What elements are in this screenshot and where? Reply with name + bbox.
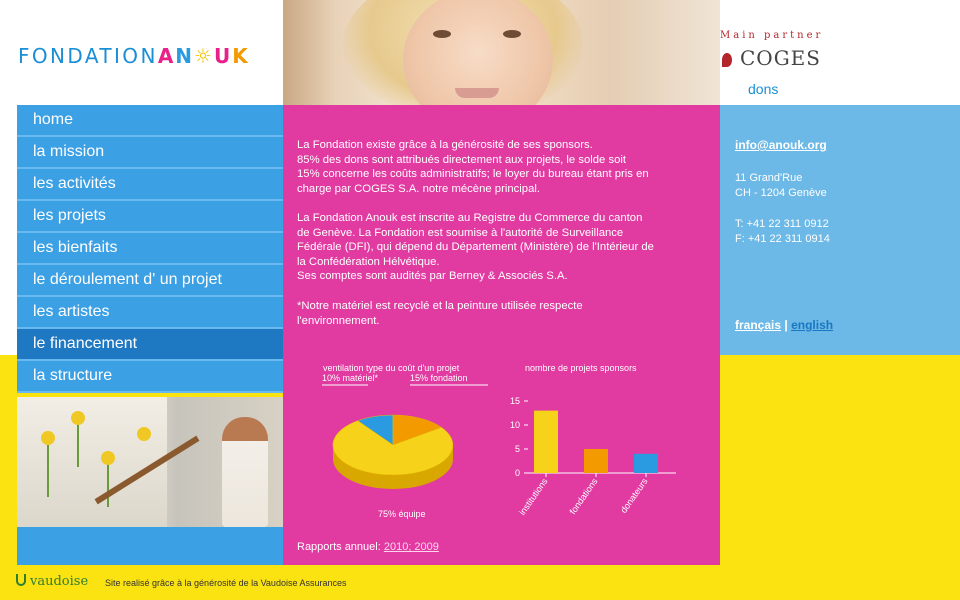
partner-label: Main partner bbox=[720, 30, 824, 41]
registration-paragraph: La Fondation Anouk est inscrite au Registre du Commerce du canton de Genève. La Fondation est soumise à l'autorité de Surveillance Fédérale (DFI), qui dépend du Département (Ministère) de l'Intérieur de la Confédération Hélvétique. Ses comptes sont audités par Berney & Associés S.A. bbox=[297, 212, 654, 283]
footer bbox=[0, 565, 960, 600]
bar-xlabel-donateurs: donateurs bbox=[618, 476, 650, 515]
nav-item-projets[interactable]: les projets bbox=[17, 201, 283, 233]
main-content bbox=[283, 105, 720, 565]
bar-institutions bbox=[534, 411, 558, 473]
main-navigation bbox=[17, 105, 283, 393]
dons-link[interactable]: dons bbox=[748, 81, 779, 97]
logo-letter-n: N bbox=[175, 44, 195, 68]
nav-item-deroulement[interactable]: le déroulement d' un projet bbox=[17, 265, 283, 297]
lang-english[interactable]: english bbox=[791, 318, 834, 332]
nav-item-bienfaits[interactable]: les bienfaits bbox=[17, 233, 283, 265]
nav-item-financement[interactable]: le financement bbox=[17, 329, 283, 361]
funding-paragraph: La Fondation existe grâce à la générosité de ses sponsors. 85% des dons sont attribués directement aux projets, le solde soit 15% concerne les coûts administratifs; le loyer du bureau étant pris en charge par COGES S.A. notre mécène principal. bbox=[297, 139, 649, 195]
nav-item-mission[interactable]: la mission bbox=[17, 137, 283, 169]
reports-label: Rapports annuel: bbox=[297, 541, 381, 553]
nav-item-structure[interactable]: la structure bbox=[17, 361, 283, 393]
lang-separator: | bbox=[784, 318, 788, 332]
footer-credit: Site realisé grâce à la générosité de la Vaudoise Assurances bbox=[105, 578, 347, 588]
logo-text: FONDATION bbox=[18, 44, 158, 68]
logo-letter-k: K bbox=[232, 44, 250, 68]
pie-chart-title: ventilation type du coût d'un projet bbox=[323, 363, 460, 373]
bar-ytick-2: 10 bbox=[509, 420, 520, 430]
logo-letter-a: A bbox=[157, 44, 176, 68]
fondation-anouk-logo[interactable] bbox=[18, 44, 250, 68]
bar-chart-title: nombre de projets sponsors bbox=[525, 363, 637, 373]
bar-ytick-3: 15 bbox=[509, 396, 520, 406]
partner-name: COGES bbox=[740, 46, 821, 70]
bar-xlabel-fondations: fondations bbox=[567, 476, 600, 517]
recycling-note: *Notre matériel est recyclé et la peinture utilisée respecte l'environnement. bbox=[297, 300, 583, 327]
contact-email-link[interactable]: info@anouk.org bbox=[735, 138, 827, 152]
logo-letter-u: U bbox=[213, 44, 233, 68]
language-switcher bbox=[735, 318, 833, 332]
lang-french[interactable]: français bbox=[735, 318, 782, 332]
bar-fondations bbox=[584, 449, 608, 473]
pie-label-equipe: 75% équipe bbox=[378, 509, 426, 519]
vaudoise-logo[interactable] bbox=[16, 574, 88, 589]
cost-breakdown-pie-chart bbox=[322, 373, 498, 533]
coges-logo[interactable] bbox=[722, 46, 821, 70]
nav-item-artistes[interactable]: les artistes bbox=[17, 297, 283, 329]
nav-item-activites[interactable]: les activités bbox=[17, 169, 283, 201]
pie-label-materiel: 10% matériel* bbox=[322, 373, 379, 383]
bar-donateurs bbox=[634, 454, 658, 473]
annual-reports bbox=[297, 541, 439, 553]
hospital-corridor-photo bbox=[17, 397, 283, 527]
sun-icon: ☼ bbox=[194, 44, 214, 68]
sponsors-bar-chart bbox=[498, 383, 688, 533]
vaudoise-logo-text: vaudoise bbox=[30, 574, 89, 589]
left-column-footer bbox=[17, 527, 283, 565]
header-photo-child bbox=[283, 0, 720, 105]
nav-item-home[interactable]: home bbox=[17, 105, 283, 137]
contact-address: 11 Grand'Rue CH - 1204 Genève bbox=[735, 172, 827, 199]
reports-link[interactable]: 2010; 2009 bbox=[383, 541, 439, 553]
bar-xlabel-institutions: institutions bbox=[517, 476, 550, 517]
coges-flame-icon bbox=[722, 53, 732, 67]
header bbox=[0, 0, 960, 105]
bar-ytick-0: 0 bbox=[514, 468, 520, 478]
left-margin-white bbox=[0, 105, 17, 355]
bar-ytick-1: 5 bbox=[514, 444, 520, 454]
vaudoise-leaf-icon bbox=[16, 574, 26, 586]
pie-label-fondation: 15% fondation bbox=[410, 373, 468, 383]
contact-phone: T: +41 22 311 0912 F: +41 22 311 0914 bbox=[735, 218, 830, 245]
